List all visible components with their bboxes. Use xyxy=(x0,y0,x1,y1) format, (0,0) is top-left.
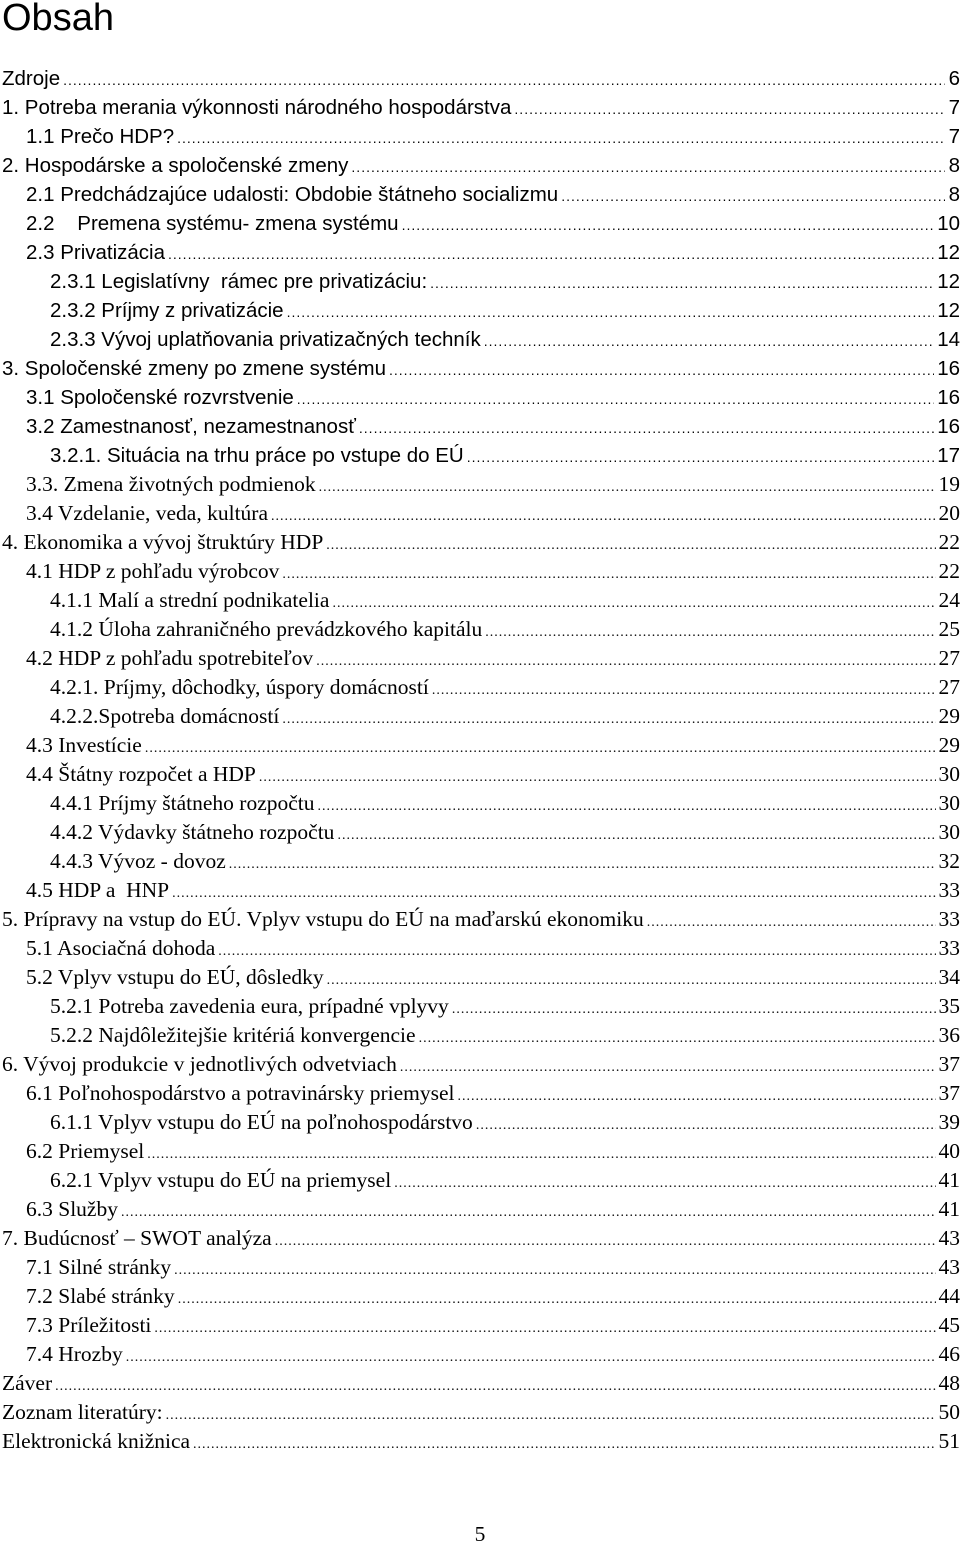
toc-entry-page: 33 xyxy=(938,936,960,960)
toc-entry-page: 17 xyxy=(937,444,960,467)
dot-leader xyxy=(316,647,935,676)
dot-leader xyxy=(394,1169,935,1198)
toc-entry-page: 46 xyxy=(938,1342,960,1366)
dot-leader xyxy=(402,211,935,240)
dot-leader xyxy=(63,66,945,95)
toc-entry-page: 45 xyxy=(938,1313,960,1337)
dot-leader xyxy=(332,589,935,618)
toc-entry-page: 41 xyxy=(938,1197,960,1221)
toc-entry[interactable] xyxy=(2,528,960,557)
toc-entry[interactable] xyxy=(2,1079,960,1108)
toc-entry[interactable] xyxy=(2,180,960,209)
toc-entry[interactable] xyxy=(2,847,960,876)
toc-entry[interactable] xyxy=(2,354,960,383)
toc-entry-title: 7.2 Slabé stránky xyxy=(26,1284,175,1308)
toc-entry-title: 2.3 Privatizácia xyxy=(26,241,166,264)
toc-entry-page: 44 xyxy=(938,1284,960,1308)
dot-leader xyxy=(166,1401,936,1430)
toc-entry-title: 2.3.2 Príjmy z privatizácie xyxy=(50,299,284,322)
toc-entry[interactable] xyxy=(2,1282,960,1311)
toc-entry-page: 8 xyxy=(948,154,960,177)
toc-entry[interactable] xyxy=(2,818,960,847)
toc-entry-page: 50 xyxy=(938,1400,960,1424)
toc-entry-title: 7. Budúcnosť – SWOT analýza xyxy=(2,1226,272,1250)
toc-entry[interactable] xyxy=(2,122,960,151)
toc-entry-title: 4.2.1. Príjmy, dôchodky, úspory domácností xyxy=(50,675,429,699)
toc-entry-page: 6 xyxy=(948,67,960,90)
toc-entry-title: 4.1.1 Malí a strední podnikatelia xyxy=(50,588,330,612)
toc-entry[interactable] xyxy=(2,325,960,354)
toc-entry[interactable] xyxy=(2,93,960,122)
toc-entry[interactable] xyxy=(2,876,960,905)
toc-entry[interactable] xyxy=(2,1224,960,1253)
dot-leader xyxy=(55,1372,935,1401)
toc-entry[interactable] xyxy=(2,412,960,441)
dot-leader xyxy=(467,443,935,472)
dot-leader xyxy=(476,1111,936,1140)
toc-entry-title: 5.2 Vplyv vstupu do EÚ, dôsledky xyxy=(26,965,324,989)
toc-entry[interactable] xyxy=(2,702,960,731)
toc-entry-title: 6.2 Priemysel xyxy=(26,1139,145,1163)
dot-leader xyxy=(177,124,945,153)
toc-entry[interactable] xyxy=(2,296,960,325)
toc-entry[interactable] xyxy=(2,64,960,93)
toc-entry-title: 5.1 Asociačná dohoda xyxy=(26,936,216,960)
toc-entry[interactable] xyxy=(2,441,960,470)
dot-leader xyxy=(485,618,935,647)
toc-entry-title: 6.3 Služby xyxy=(26,1197,118,1221)
dot-leader xyxy=(432,676,936,705)
toc-entry-title: 3.4 Vzdelanie, veda, kultúra xyxy=(26,501,268,525)
toc-entry-page: 41 xyxy=(938,1168,960,1192)
toc-entry-page: 16 xyxy=(937,357,960,380)
toc-entry-title: 6.2.1 Vplyv vstupu do EÚ na priemysel xyxy=(50,1168,392,1192)
toc-entry-title: 4.4.3 Vývoz - dovoz xyxy=(50,849,226,873)
toc-entry-page: 29 xyxy=(938,733,960,757)
dot-leader xyxy=(458,1082,936,1111)
dot-leader xyxy=(282,560,935,589)
toc-entry[interactable] xyxy=(2,760,960,789)
dot-leader xyxy=(452,995,936,1024)
toc-entry-title: Záver xyxy=(2,1371,53,1395)
toc-entry-page: 30 xyxy=(938,820,960,844)
toc-entry-title: 2.1 Predchádzajúce udalosti: Obdobie štátneho socializmu xyxy=(26,183,559,206)
toc-entry-page: 24 xyxy=(938,588,960,612)
toc-entry[interactable] xyxy=(2,673,960,702)
toc-entry-title: 2.3.3 Vývoj uplatňovania privatizačných techník xyxy=(50,328,481,351)
dot-leader xyxy=(178,1285,936,1314)
toc-entry-page: 25 xyxy=(938,617,960,641)
toc-entry-title: 2.3.1 Legislatívny rámec pre privatizáciu: xyxy=(50,270,428,293)
toc-entry[interactable] xyxy=(2,557,960,586)
toc-entry-title: 7.1 Silné stránky xyxy=(26,1255,172,1279)
toc-entry-page: 36 xyxy=(938,1023,960,1047)
toc-entry-page: 20 xyxy=(938,501,960,525)
toc-entry-title: 4.2.2.Spotreba domácností xyxy=(50,704,280,728)
toc-entry-page: 16 xyxy=(937,386,960,409)
dot-leader xyxy=(145,734,936,763)
toc-entry-title: 2.2 Premena systému- zmena systému xyxy=(26,212,399,235)
toc-entry[interactable] xyxy=(2,905,960,934)
toc-entry-page: 32 xyxy=(938,849,960,873)
dot-leader xyxy=(326,531,935,560)
toc-entry-title: 3. Spoločenské zmeny po zmene systému xyxy=(2,357,386,380)
dot-leader xyxy=(275,1227,936,1256)
toc-entry-title: 7.3 Príležitosti xyxy=(26,1313,152,1337)
toc-entry-page: 43 xyxy=(938,1226,960,1250)
toc-entry-page: 12 xyxy=(937,299,960,322)
toc-entry-title: Zoznam literatúry: xyxy=(2,1400,163,1424)
toc-entry-title: 6.1 Poľnohospodárstvo a potravinársky priemysel xyxy=(26,1081,455,1105)
toc-entry[interactable] xyxy=(2,1311,960,1340)
toc-entry-page: 48 xyxy=(938,1371,960,1395)
dot-leader xyxy=(430,269,934,298)
toc-entry[interactable] xyxy=(2,731,960,760)
toc-entry-title: 3.3. Zmena životných podmienok xyxy=(26,472,316,496)
toc-entry-page: 30 xyxy=(938,762,960,786)
toc-entry-page: 7 xyxy=(948,96,960,119)
toc-entry-title: 5.2.2 Najdôležitejšie kritériá konvergencie xyxy=(50,1023,416,1047)
page-title: Obsah xyxy=(2,0,114,39)
dot-leader xyxy=(147,1140,935,1169)
toc-entry[interactable] xyxy=(2,1050,960,1079)
toc-entry[interactable] xyxy=(2,499,960,528)
dot-leader xyxy=(229,850,936,879)
dot-leader xyxy=(271,502,936,531)
toc-entry-title: 4. Ekonomika a vývoj štruktúry HDP xyxy=(2,530,324,554)
toc-entry[interactable] xyxy=(2,209,960,238)
toc-entry-title: 4.4.1 Príjmy štátneho rozpočtu xyxy=(50,791,315,815)
toc-entry-page: 37 xyxy=(938,1081,960,1105)
toc-entry-page: 33 xyxy=(938,907,960,931)
dot-leader xyxy=(168,240,934,269)
toc-entry[interactable] xyxy=(2,1195,960,1224)
toc-entry-page: 51 xyxy=(938,1429,960,1453)
toc-entry-page: 16 xyxy=(937,415,960,438)
toc-entry-title: 4.1.2 Úloha zahraničného prevádzkového kapitálu xyxy=(50,617,483,641)
dot-leader xyxy=(319,473,936,502)
toc-entry[interactable] xyxy=(2,1340,960,1369)
toc-entry-title: 4.4 Štátny rozpočet a HDP xyxy=(26,762,256,786)
toc-entry-page: 39 xyxy=(938,1110,960,1134)
dot-leader xyxy=(174,1256,935,1285)
toc-entry-title: 4.1 HDP z pohľadu výrobcov xyxy=(26,559,280,583)
dot-leader xyxy=(561,182,945,211)
toc-entry-title: 4.3 Investície xyxy=(26,733,142,757)
toc-entry[interactable] xyxy=(2,586,960,615)
toc-entry-page: 27 xyxy=(938,675,960,699)
toc-entry-title: Elektronická knižnica xyxy=(2,1429,191,1453)
dot-leader xyxy=(351,153,945,182)
toc-entry-page: 43 xyxy=(938,1255,960,1279)
toc-entry-title: 5. Prípravy na vstup do EÚ. Vplyv vstupu do EÚ na maďarskú ekonomiku xyxy=(2,907,644,931)
toc-entry[interactable] xyxy=(2,238,960,267)
dot-leader xyxy=(647,908,936,937)
toc-entry[interactable] xyxy=(2,615,960,644)
toc-entry-title: 3.2.1. Situácia na trhu práce po vstupe do EÚ xyxy=(50,444,464,467)
toc-entry[interactable] xyxy=(2,383,960,412)
toc-entry[interactable] xyxy=(2,1108,960,1137)
toc-entry-title: 4.4.2 Výdavky štátneho rozpočtu xyxy=(50,820,335,844)
dot-leader xyxy=(282,705,935,734)
toc-entry-page: 27 xyxy=(938,646,960,670)
toc-entry-page: 40 xyxy=(938,1139,960,1163)
dot-leader xyxy=(218,937,935,966)
toc-entry[interactable] xyxy=(2,1369,960,1398)
dot-leader xyxy=(154,1314,935,1343)
toc-entry-title: 2. Hospodárske a spoločenské zmeny xyxy=(2,154,349,177)
toc-entry-title: 3.2 Zamestnanosť, nezamestnanosť xyxy=(26,415,356,438)
toc-entry-title: Zdroje xyxy=(2,67,61,90)
toc-entry-page: 22 xyxy=(938,559,960,583)
toc-entry-title: 4.2 HDP z pohľadu spotrebiteľov xyxy=(26,646,314,670)
toc-entry[interactable] xyxy=(2,1166,960,1195)
toc-entry-title: 6. Vývoj produkcie v jednotlivých odvetviach xyxy=(2,1052,397,1076)
toc-entry[interactable] xyxy=(2,992,960,1021)
toc-entry-page: 19 xyxy=(938,472,960,496)
table-of-contents xyxy=(2,64,960,1456)
dot-leader xyxy=(287,298,935,327)
toc-entry-title: 7.4 Hrozby xyxy=(26,1342,123,1366)
toc-entry-page: 35 xyxy=(938,994,960,1018)
toc-entry-page: 34 xyxy=(938,965,960,989)
dot-leader xyxy=(318,792,936,821)
dot-leader xyxy=(389,356,934,385)
toc-entry-title: 6.1.1 Vplyv vstupu do EÚ na poľnohospodárstvo xyxy=(50,1110,473,1134)
dot-leader xyxy=(193,1430,935,1459)
dot-leader xyxy=(337,821,935,850)
toc-entry[interactable] xyxy=(2,963,960,992)
toc-entry-title: 5.2.1 Potreba zavedenia eura, prípadné vplyvy xyxy=(50,994,449,1018)
toc-entry[interactable] xyxy=(2,1427,960,1456)
toc-entry-page: 7 xyxy=(948,125,960,148)
dot-leader xyxy=(419,1024,936,1053)
dot-leader xyxy=(359,414,934,443)
toc-entry[interactable] xyxy=(2,1021,960,1050)
toc-entry[interactable] xyxy=(2,789,960,818)
dot-leader xyxy=(514,95,945,124)
toc-entry[interactable] xyxy=(2,644,960,673)
toc-entry-title: 3.1 Spoločenské rozvrstvenie xyxy=(26,386,294,409)
toc-entry[interactable] xyxy=(2,1253,960,1282)
dot-leader xyxy=(259,763,936,792)
dot-leader xyxy=(484,327,934,356)
toc-entry-title: 4.5 HDP a HNP xyxy=(26,878,170,902)
toc-entry[interactable] xyxy=(2,151,960,180)
toc-entry[interactable] xyxy=(2,267,960,296)
dot-leader xyxy=(400,1053,936,1082)
toc-entry[interactable] xyxy=(2,934,960,963)
toc-entry-page: 33 xyxy=(938,878,960,902)
toc-entry-title: 1. Potreba merania výkonnosti národného hospodárstva xyxy=(2,96,512,119)
toc-entry-page: 29 xyxy=(938,704,960,728)
toc-entry[interactable] xyxy=(2,1398,960,1427)
dot-leader xyxy=(121,1198,936,1227)
toc-entry-page: 37 xyxy=(938,1052,960,1076)
dot-leader xyxy=(172,879,935,908)
toc-entry-page: 12 xyxy=(937,270,960,293)
dot-leader xyxy=(327,966,936,995)
dot-leader xyxy=(297,385,934,414)
dot-leader xyxy=(126,1343,936,1372)
toc-entry-page: 30 xyxy=(938,791,960,815)
toc-entry[interactable] xyxy=(2,470,960,499)
toc-entry[interactable] xyxy=(2,1137,960,1166)
toc-entry-page: 8 xyxy=(948,183,960,206)
toc-entry-page: 14 xyxy=(937,328,960,351)
toc-entry-page: 12 xyxy=(937,241,960,264)
toc-entry-title: 1.1 Prečo HDP? xyxy=(26,125,175,148)
page-number: 5 xyxy=(474,1522,486,1546)
toc-entry-page: 22 xyxy=(938,530,960,554)
toc-entry-page: 10 xyxy=(937,212,960,235)
